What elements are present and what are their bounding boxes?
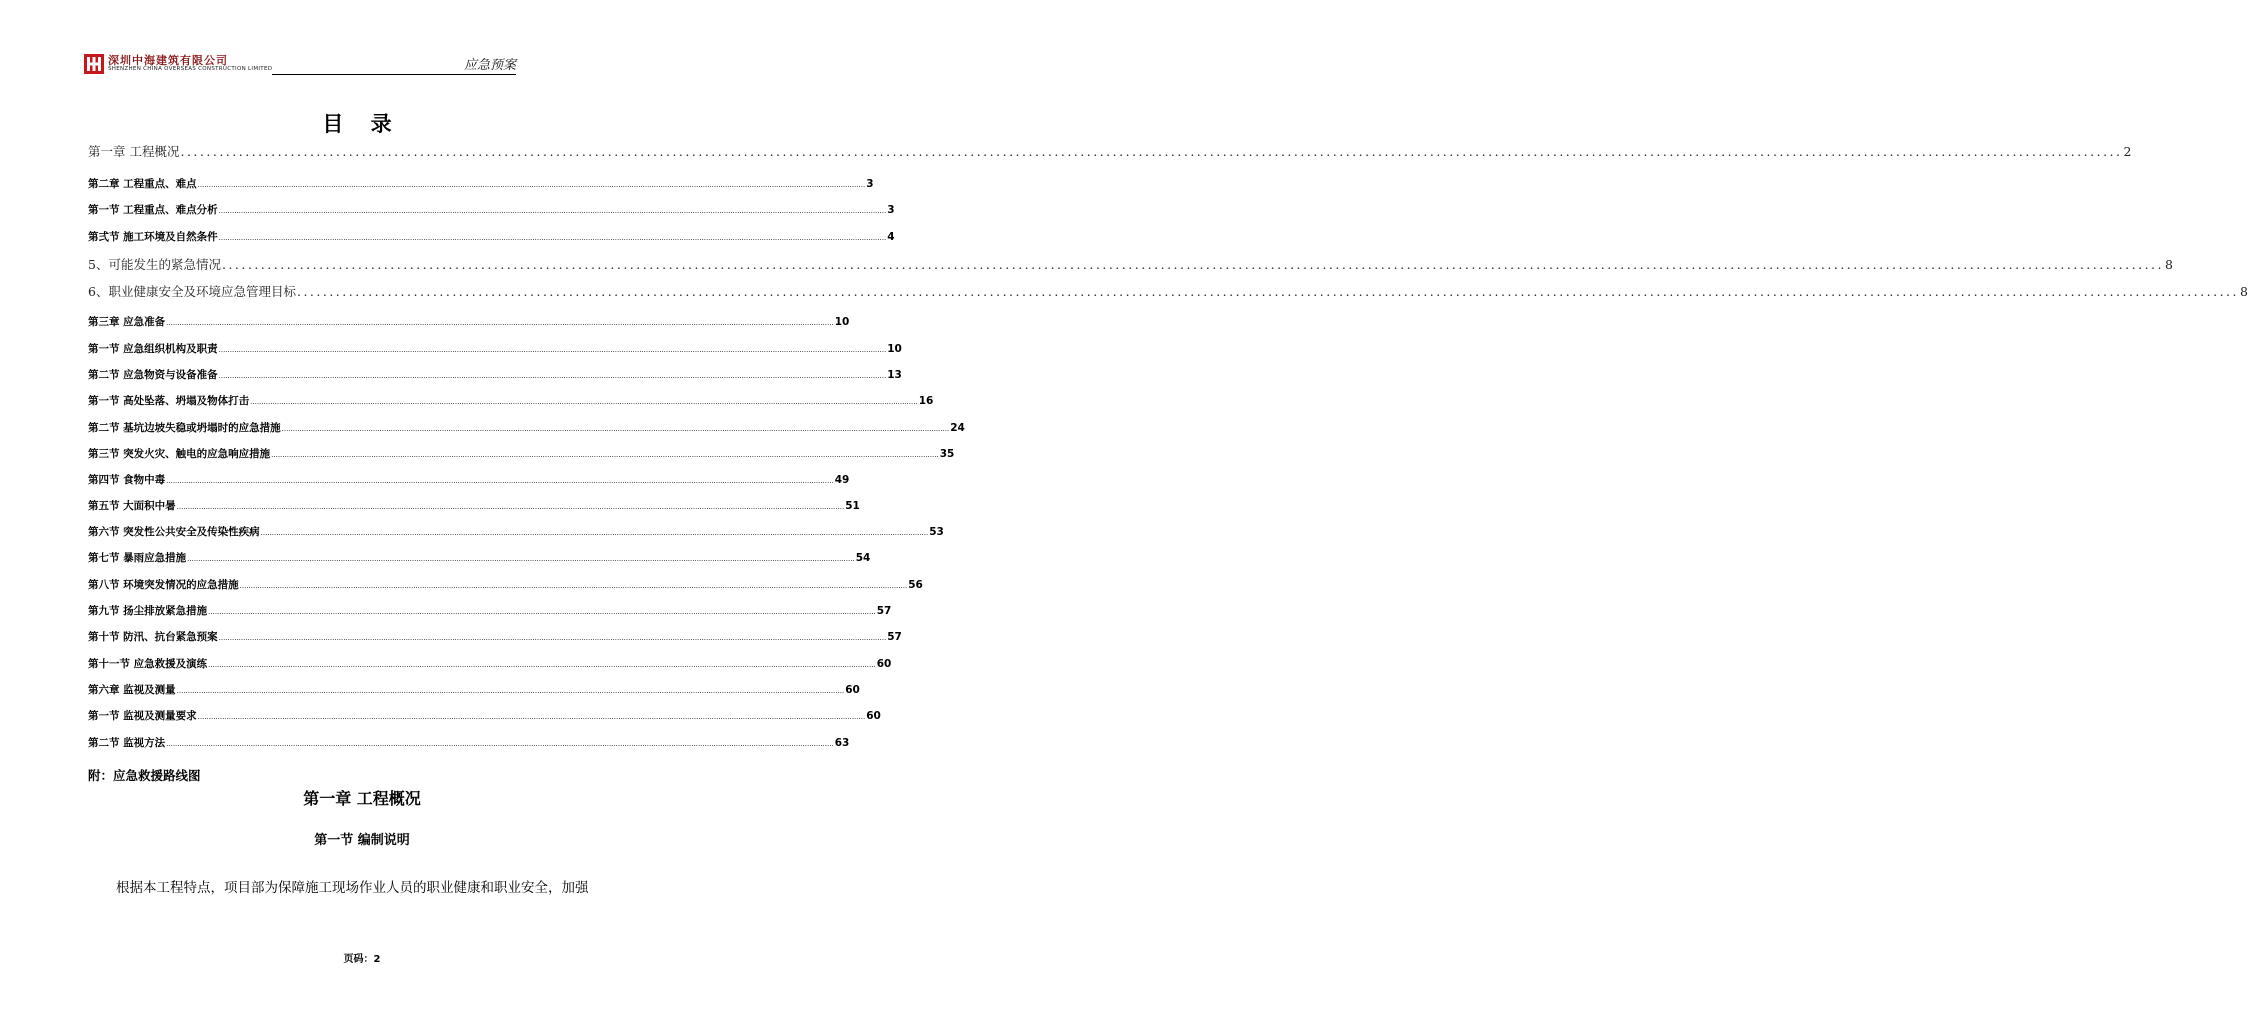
toc-title: 目 录 (322, 112, 402, 136)
company-name-en: SHENZHEN CHINA OVERSEAS CONSTRUCTION LIMITED (108, 66, 273, 72)
toc-entry-label: 第一节 工程重点、难点分析 (88, 204, 218, 216)
toc-entry-label: 第三节 突发火灾、触电的应急响应措施 (88, 448, 271, 460)
toc-entry-leader: ............................................................................................................................................................................................................................................................................................................ (180, 144, 2123, 159)
toc-entry-label: 第二节 基坑边坡失稳或坍塌时的应急措施 (88, 422, 281, 434)
toc-entry-label: 第七节 暴雨应急措施 (88, 552, 187, 564)
toc-entry-page: 4 (887, 231, 895, 243)
toc-entry-page: 16 (918, 395, 934, 407)
toc-entry-page: 54 (855, 552, 871, 564)
toc-entry-page: 10 (834, 316, 850, 328)
company-name-cn: 深圳中海建筑有限公司 (108, 54, 228, 67)
toc-entry-leader: ............................................................................................................................................................................................................................................................................................................ (187, 555, 855, 563)
toc-entry-label: 第一节 高处坠落、坍塌及物体打击 (88, 395, 250, 407)
toc-entry[interactable] (88, 176, 874, 194)
toc-entry-leader: ............................................................................................................................................................................................................................................................................................................ (166, 319, 834, 327)
body-paragraph: 根据本工程特点，项目部为保障施工现场作业人员的职业健康和职业安全，加强 (116, 880, 589, 896)
toc-entry-leader: ............................................................................................................................................................................................................................................................................................................ (296, 284, 2239, 299)
toc-entry-page: 8 (2240, 284, 2248, 299)
company-logo-icon (84, 54, 104, 74)
toc-entry-page: 2 (2123, 144, 2132, 159)
toc-entry[interactable] (88, 282, 2248, 300)
toc-entry[interactable] (88, 524, 944, 542)
toc-entry-page: 56 (908, 579, 923, 591)
toc-entry[interactable] (88, 550, 871, 568)
toc-entry[interactable] (88, 314, 850, 332)
toc-entry-page: 3 (887, 204, 895, 216)
toc-entry-label: 第二章 工程重点、难点 (88, 178, 197, 190)
toc-entry-label: 第一节 应急组织机构及职责 (88, 343, 218, 355)
toc-entry-leader: ............................................................................................................................................................................................................................................................................................................ (218, 234, 887, 242)
toc-entry-label: 6、职业健康安全及环境应急管理目标 (88, 284, 296, 299)
toc-entry[interactable] (88, 255, 2173, 273)
toc-entry-leader: ............................................................................................................................................................................................................................................................................................................ (221, 257, 2164, 272)
toc-entry-page: 63 (834, 737, 850, 749)
toc-entry-label: 第四节 食物中毒 (88, 474, 166, 486)
toc-entry-label: 第六章 监视及测量 (88, 684, 176, 696)
toc-entry-leader: ............................................................................................................................................................................................................................................................................................................ (197, 181, 866, 189)
document-title: 应急预案 (463, 58, 516, 73)
toc-entry-leader: ............................................................................................................................................................................................................................................................................................................ (208, 661, 876, 669)
chapter-heading: 第一章 工程概况 (303, 789, 421, 808)
toc-entry-leader: ............................................................................................................................................................................................................................................................................................................ (281, 425, 950, 433)
toc-entry-leader: ............................................................................................................................................................................................................................................................................................................ (250, 398, 918, 406)
toc-entry-leader: ............................................................................................................................................................................................................................................................................................................ (218, 634, 887, 642)
toc-entry[interactable] (88, 367, 902, 385)
toc-entry-label: 第二节 监视方法 (88, 737, 166, 749)
toc-entry[interactable] (88, 708, 881, 726)
toc-entry-label: 第八节 环境突发情况的应急措施 (88, 579, 239, 591)
toc-entry[interactable] (88, 393, 934, 411)
toc-entry-page: 53 (929, 526, 944, 538)
toc-entry-leader: ............................................................................................................................................................................................................................................................................................................ (260, 529, 929, 537)
toc-entry-leader: ............................................................................................................................................................................................................................................................................................................ (197, 713, 866, 721)
toc-entry-leader: ............................................................................................................................................................................................................................................................................................................ (218, 346, 887, 354)
toc-entry[interactable] (88, 142, 2132, 160)
toc-entry-page: 10 (887, 343, 902, 355)
page-header (84, 50, 516, 80)
toc-entry-page: 8 (2165, 257, 2173, 272)
toc-entry-label: 第弍节 施工环境及自然条件 (88, 231, 218, 243)
toc-entry-page: 13 (887, 369, 902, 381)
toc-entry[interactable] (88, 629, 902, 647)
toc-entry-label: 第一节 监视及测量要求 (88, 710, 197, 722)
toc-entry[interactable] (88, 498, 860, 516)
toc-entry-leader: ............................................................................................................................................................................................................................................................................................................ (166, 477, 834, 485)
toc-entry-page: 57 (887, 631, 902, 643)
toc-entry-label: 第一章 工程概况 (88, 144, 180, 159)
toc-entry-label: 第九节 扬尘排放紧急措施 (88, 605, 208, 617)
toc-entry-leader: ............................................................................................................................................................................................................................................................................................................ (218, 207, 887, 215)
toc-entry-leader: ............................................................................................................................................................................................................................................................................................................ (271, 451, 939, 459)
toc-entry-page: 60 (866, 710, 881, 722)
toc-entry-label: 第十一节 应急救援及演练 (88, 658, 208, 670)
toc-entry-leader: ............................................................................................................................................................................................................................................................................................................ (176, 503, 845, 511)
toc-entry-label: 第三章 应急准备 (88, 316, 166, 328)
toc-entry-page: 3 (866, 178, 874, 190)
toc-entry-page: 49 (834, 474, 850, 486)
toc-entry-leader: ............................................................................................................................................................................................................................................................................................................ (239, 582, 908, 590)
toc-entry-label: 第二节 应急物资与设备准备 (88, 369, 218, 381)
toc-entry-leader: ............................................................................................................................................................................................................................................................................................................ (218, 372, 887, 380)
page-number: 页码：2 (343, 954, 381, 965)
toc-entry[interactable] (88, 446, 955, 464)
toc-entry[interactable] (88, 577, 923, 595)
toc-entry[interactable] (88, 603, 892, 621)
toc-entry-page: 57 (876, 605, 892, 617)
header-divider (272, 74, 516, 75)
toc-entry-leader: ............................................................................................................................................................................................................................................................................................................ (176, 687, 845, 695)
toc-entry-page: 35 (939, 448, 955, 460)
toc-entry-page: 24 (950, 422, 965, 434)
toc-entry-label: 第五节 大面积中暑 (88, 500, 176, 512)
toc-entry-page: 51 (845, 500, 860, 512)
toc-entry[interactable] (88, 656, 892, 674)
toc-entry-page: 60 (845, 684, 860, 696)
toc-entry-page: 60 (876, 658, 892, 670)
toc-entry-label: 第六节 突发性公共安全及传染性疾病 (88, 526, 260, 538)
toc-entry-leader: ............................................................................................................................................................................................................................................................................................................ (166, 740, 834, 748)
toc-entry[interactable] (88, 420, 965, 438)
toc-entry-leader: ............................................................................................................................................................................................................................................................................................................ (208, 608, 876, 616)
section-heading: 第一节 编制说明 (314, 833, 410, 848)
toc-entry[interactable] (88, 735, 850, 753)
toc-entry[interactable] (88, 682, 860, 700)
toc-appendix: 附：应急救援路线图 (88, 768, 201, 783)
toc-entry[interactable] (88, 341, 902, 359)
toc-entry-label: 第十节 防汛、抗台紧急预案 (88, 631, 218, 643)
toc-entry[interactable] (88, 202, 895, 220)
toc-entry[interactable] (88, 472, 850, 490)
toc-entry[interactable] (88, 229, 895, 247)
toc-entry-label: 5、可能发生的紧急情况 (88, 257, 221, 272)
